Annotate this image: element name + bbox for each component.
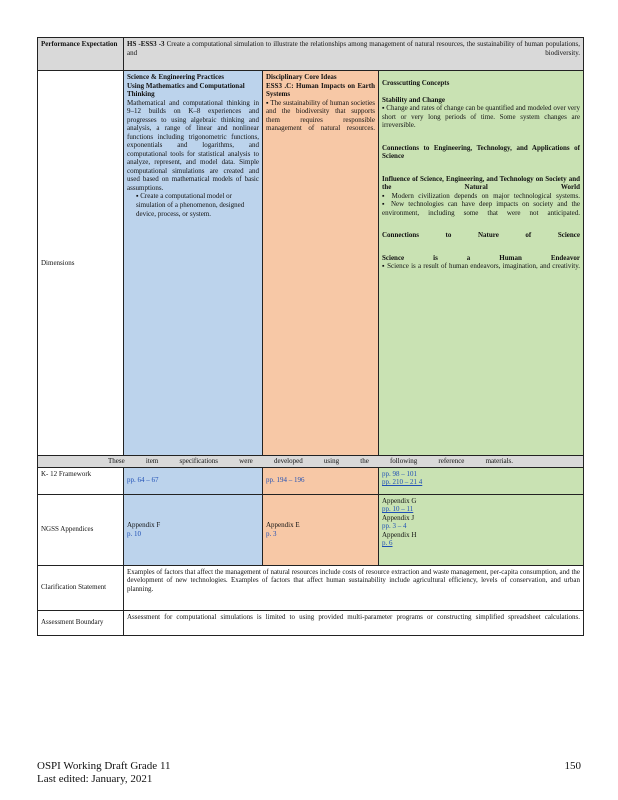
performance-code: HS -ESS3 -3 [127,40,165,48]
ngss-ccc-appendix-j: Appendix J [382,513,415,522]
bullet-icon: ▪ [382,191,392,200]
reference-note-row [38,456,584,468]
ngss-row [38,494,584,565]
sep-bullet: ▪ Create a computational model or simulation of a phenomenon, designed device, process, or system. [136,192,245,218]
k12-ccc-pages-link-2[interactable]: pp. 210 – 21 4 [382,478,423,487]
dci-title: Disciplinary Core Ideas [266,73,337,81]
ngss-sep-appendix: Appendix F [127,521,161,529]
ccc-influence-bullet-2: ▪ New technologies can have deep impacts on society and the environment, including some that were not anticipated. [382,200,581,217]
performance-text [124,38,584,71]
ngss-dci-cell [263,494,379,565]
ngss-sep-cell [124,494,263,565]
k12-dci-pages-link[interactable]: pp. 194 – 196 [266,476,305,485]
performance-label: Performance Expectation [38,38,124,71]
ccc-influence-title: Influence of Science, Engineering, and Technology on Society and the Natural World [382,174,580,192]
k12-ccc-pages-link-1[interactable]: pp. 98 – 101 [382,469,417,478]
ccc-connections-nature: Connections to Nature of Science [382,231,580,240]
sep-subtitle: Using Mathematics and Computational Thinking [127,81,245,99]
ngss-dci-page-link[interactable]: p. 3 [266,529,277,538]
ngss-ccc-g-pages-link[interactable]: pp. 10 – 11 [382,505,414,514]
ngss-dci-appendix: Appendix E [266,521,300,529]
ccc-connections-engineering: Connections to Engineering, Technology, and Applications of Science [382,143,580,161]
ngss-ccc-appendix-h: Appendix H [382,530,417,539]
ngss-ccc-cell [379,494,584,565]
performance-row [38,38,584,71]
ngss-ccc-appendix-g: Appendix G [382,496,417,505]
bullet-icon: ▪ [136,192,141,201]
sep-cell [124,71,263,456]
ccc-title: Crosscutting Concepts [382,79,450,87]
page-number: 150 [564,760,581,772]
bullet-icon: ▪ [382,104,387,113]
ngss-label: NGSS Appendices [38,494,124,565]
k12-sep-cell [124,467,263,494]
ngss-sep-page-link[interactable]: p. 10 [127,529,141,538]
assessment-text: Assessment for computational simulations is limited to using provided multi-parameter programs or constructing simplified spreadsheet calculations. [124,610,584,635]
k12-sep-pages-link[interactable]: pp. 64 – 67 [127,476,159,485]
ccc-stability-title: Stability and Change [382,95,446,104]
performance-statement: Create a computational simulation to illustrate the relationships among management of natural resources, the sustainability of human populations, and biodiversity. [127,40,580,57]
k12-ccc-cell [379,467,584,494]
clarification-row [38,565,584,610]
dimensions-row [38,71,584,456]
assessment-row [38,610,584,635]
clarification-label: Clarification Statement [38,565,124,610]
sep-title: Science & Engineering Practices [127,73,225,81]
ngss-ccc-j-pages-link[interactable]: pp. 3 – 4 [382,522,407,531]
dimensions-label: Dimensions [38,71,124,456]
k12-row [38,467,584,494]
footer-draft: OSPI Working Draft Grade 11 [37,760,171,772]
page-footer [37,760,583,786]
spec-table [37,37,584,636]
bullet-icon: ▪ [382,262,388,271]
ccc-cell [379,71,584,456]
k12-dci-cell [263,467,379,494]
footer-last-edited: Last edited: January, 2021 [37,773,153,786]
ccc-human-endeavor-bullet: ▪ Science is a result of human endeavors, imagination, and creativity. [382,262,580,271]
ccc-influence-bullet-1: ▪ Modern civilization depends on major technological systems. [382,191,581,200]
ccc-stability-bullet: ▪ Change and rates of change can be quantified and modeled over very short or very long periods of time. Some system changes are irreversible. [382,104,580,130]
ngss-ccc-h-page-link[interactable]: p. 6 [382,539,393,548]
document-page [37,37,583,636]
assessment-label: Assessment Boundary [38,610,124,635]
dci-bullet: ▪ The sustainability of human societies and the biodiversity that supports them requires responsible management of natural resources. [266,98,376,133]
clarification-text: Examples of factors that affect the management of natural resources include costs of resource extraction and waste management, per-capita consumption, and the development of new technologies. Examples of factors that affect human sustainability include agricultural efficiency, levels of conservation, and urban planning. [124,565,584,610]
ccc-human-endeavor-title: Science is a Human Endeavor [382,253,580,262]
k12-label: K- 12 Framework [38,467,124,494]
bullet-icon: ▪ [382,200,391,209]
reference-note: These item specifications were developed using the following reference materials. [38,456,584,468]
dci-cell [263,71,379,456]
bullet-icon: ▪ [266,98,271,107]
dci-subtitle: ESS3 .C: Human Impacts on Earth Systems [266,81,375,99]
sep-body: Mathematical and computational thinking in 9–12 builds on K–8 experiences and progresses to using algebraic thinking and analysis, a range of linear and nonlinear functions including trigonometric functions, exponentials and logarithms, and computational tools for statistical analysis to analyze, represent, and model data. Simple computational simulations are created and used based on mathematical models of basic assumptions. [127,98,259,192]
